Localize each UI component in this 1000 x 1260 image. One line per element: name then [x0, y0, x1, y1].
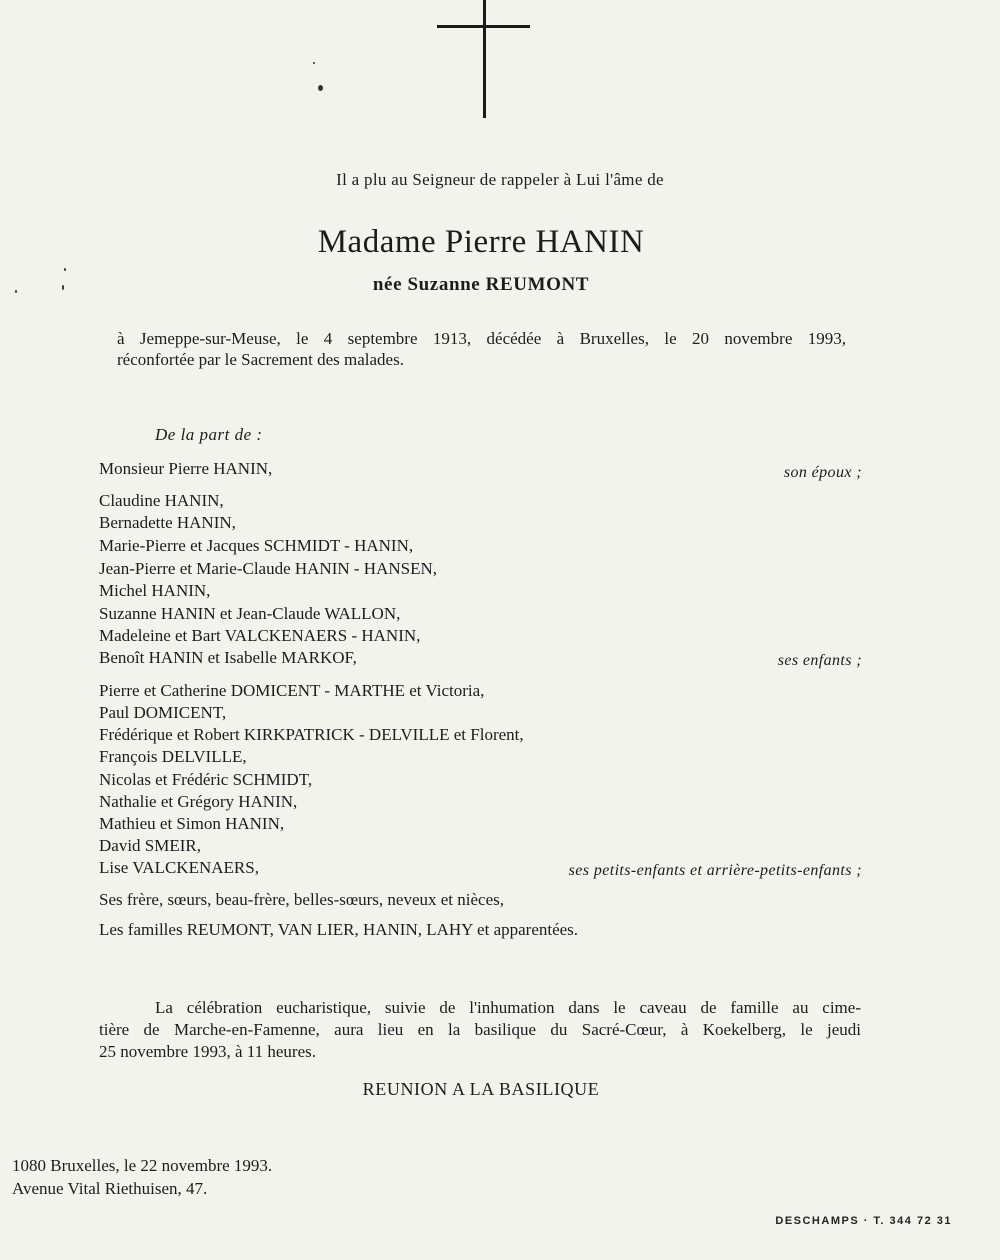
list-item: Bernadette HANIN,	[99, 513, 236, 532]
cross-vertical-bar	[483, 0, 486, 118]
list-item: Mathieu et Simon HANIN,	[99, 814, 285, 833]
children-relation: ses enfants ;	[777, 652, 862, 669]
list-item: Pierre et Catherine DOMICENT - MARTHE et Victoria,	[99, 681, 485, 700]
sacrament-line: réconfortée par le Sacrement des malades.	[117, 350, 404, 369]
list-item: Madeleine et Bart VALCKENAERS - HANIN,	[99, 626, 421, 645]
ceremony-line: 25 novembre 1993, à 11 heures.	[99, 1042, 317, 1061]
list-item: Nicolas et Frédéric SCHMIDT,	[99, 770, 313, 789]
de-la-part-heading: De la part de :	[155, 425, 263, 444]
reunion-notice: REUNION A LA BASILIQUE	[362, 1079, 600, 1099]
ceremony-line: tière de Marche-en-Famenne, aura lieu en la basilique du Sacré-Cœur, à Koekelberg, le jeudi	[99, 1020, 861, 1039]
ceremony-line: La célébration eucharistique, suivie de l'inhumation dans le caveau de famille au cime-	[155, 998, 861, 1017]
list-item: Marie-Pierre et Jacques SCHMIDT - HANIN,	[99, 536, 414, 555]
maiden-name: née Suzanne REUMONT	[372, 274, 590, 295]
siblings-line: Ses frère, sœurs, beau-frère, belles-sœurs, neveux et nièces,	[99, 890, 505, 909]
grandchildren-relation: ses petits-enfants et arrière-petits-enfants ;	[568, 862, 862, 879]
ink-speck	[64, 268, 66, 271]
list-item: Lise VALCKENAERS,	[99, 858, 259, 877]
list-item: Paul DOMICENT,	[99, 703, 227, 722]
intro-text: Il a plu au Seigneur de rappeler à Lui l'âme de	[336, 170, 664, 189]
list-item: François DELVILLE,	[99, 747, 247, 766]
ink-speck	[313, 62, 315, 64]
cross-horizontal-bar	[437, 25, 530, 28]
spouse-relation: son époux ;	[783, 464, 862, 481]
list-item: Jean-Pierre et Marie-Claude HANIN - HANSEN,	[99, 559, 438, 578]
list-item: Frédérique et Robert KIRKPATRICK - DELVILLE et Florent,	[99, 725, 524, 744]
ink-speck	[318, 85, 323, 91]
families-line: Les familles REUMONT, VAN LIER, HANIN, LAHY et apparentées.	[99, 920, 579, 939]
list-item: Michel HANIN,	[99, 581, 211, 600]
list-item: Claudine HANIN,	[99, 491, 224, 510]
birth-death-line: à Jemeppe-sur-Meuse, le 4 septembre 1913, décédée à Bruxelles, le 20 novembre 1993,	[117, 329, 846, 348]
list-item: Suzanne HANIN et Jean-Claude WALLON,	[99, 604, 401, 623]
list-item: Nathalie et Grégory HANIN,	[99, 792, 298, 811]
address-date-line: 1080 Bruxelles, le 22 novembre 1993.	[12, 1156, 273, 1175]
deceased-name: Madame Pierre HANIN	[317, 224, 645, 260]
address-street-line: Avenue Vital Riethuisen, 47.	[12, 1179, 208, 1198]
spouse-name: Monsieur Pierre HANIN,	[99, 459, 273, 478]
printer-credit: DESCHAMPS · T. 344 72 31	[775, 1215, 952, 1227]
list-item: Benoît HANIN et Isabelle MARKOF,	[99, 648, 357, 667]
list-item: David SMEIR,	[99, 836, 201, 855]
